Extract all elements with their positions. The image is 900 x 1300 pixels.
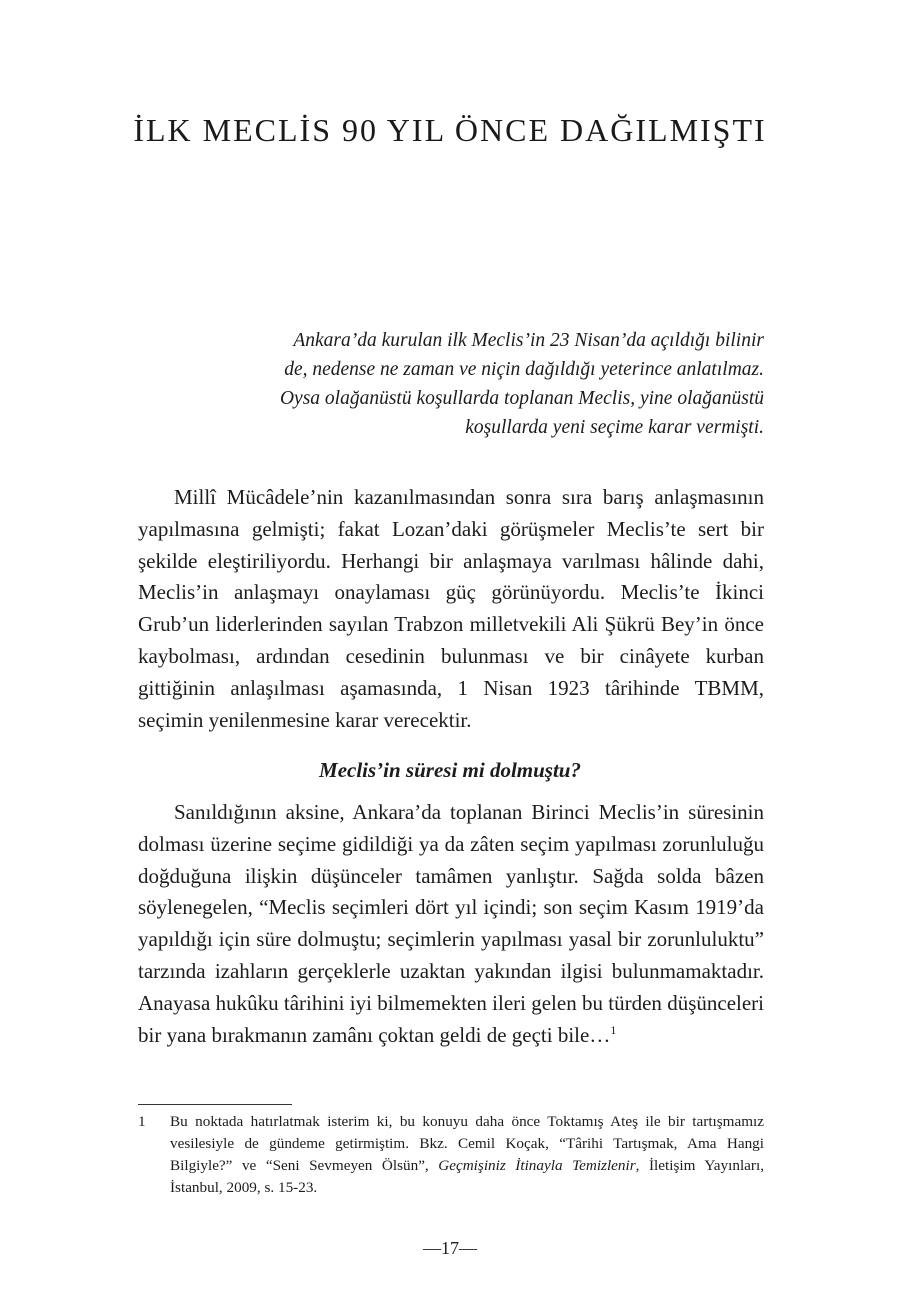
epigraph xyxy=(180,326,764,442)
section-heading: Meclis’in süresi mi dolmuştu? xyxy=(319,758,581,782)
page-number: —17— xyxy=(423,1238,477,1258)
epigraph-line: Oysa olağanüstü koşullarda toplanan Meclis, yine olağanüstü xyxy=(279,388,764,409)
footnote xyxy=(138,1111,764,1199)
footnote-book-title: Geçmişiniz İtinayla Temizlenir xyxy=(438,1157,636,1174)
paragraph-with-footnote xyxy=(138,797,764,1051)
footnote-reference[interactable]: 1 xyxy=(610,1022,617,1037)
footnote-text xyxy=(170,1111,764,1199)
epigraph-line: koşullarda yeni seçime karar vermişti. xyxy=(465,417,764,438)
chapter-title: İLK MECLİS 90 YIL ÖNCE DAĞILMIŞTI xyxy=(133,112,767,148)
footnote-number: 1 xyxy=(138,1113,146,1130)
paragraph-text: Sanıldığının aksine, Ankara’da toplanan Birinci Meclis’in süresinin dolması üzerine seçime gidildiği ya da zâten seçim yapılması zorunluluğu doğduğuna ilişkin düşünceler tamâmen yanlıştır. Sağda solda bâzen söylenegelen, “Meclis seçimleri dört yıl içindi; son seçim Kasım 1919’da yapıldığı için süre dolmuştu; seçimlerin yapılması yasal bir zorunluluktu” tarzında izahların gerçeklerle uzaktan yakından ilgisi bulunmamaktadır. Anayasa hukûku târihini iyi bilmemekten ileri gelen bu türden düşünceleri bir yana bırakmanın zamânı çoktan geldi de geçti bile… xyxy=(138,800,764,1047)
body-section-2 xyxy=(138,797,764,1051)
body-section-1 xyxy=(138,482,764,736)
footnote-text-before: Bu noktada hatırlatmak isterim ki, bu konuyu daha önce Toktamış Ateş ile bir tartışmamız vesilesiyle de gündeme getirmiştim. Bkz. Cemil Koçak, “Târihi Tartışmak, Ama Hangi Bilgiyle?” ve “Seni Sevmeyen Ölsün”, xyxy=(170,1113,764,1174)
epigraph-line: de, nedense ne zaman ve niçin dağıldığı yeterince anlatılmaz. xyxy=(284,359,764,380)
epigraph-line: Ankara’da kurulan ilk Meclis’in 23 Nisan’da açıldığı bilinir xyxy=(293,330,764,351)
footnote-divider xyxy=(138,1104,292,1105)
paragraph: Millî Mücâdele’nin kazanılmasından sonra sıra barış anlaşmasının yapılmasına gelmişti; fakat Lozan’daki görüşmeler Meclis’te sert bir şekilde eleştiriliyordu. Herhangi bir anlaşmaya varılması hâlinde dahi, Meclis’in anlaşmayı onaylaması güç görünüyordu. Meclis’te İkinci Grub’un liderlerinden sayılan Trabzon milletvekili Ali Şükrü Bey’in önce kaybolması, ardından cesedinin bulunması ve bir cinâyete kurban gittiğinin anlaşılması aşamasında, 1 Nisan 1923 târihinde TBMM, seçimin yenilenmesine karar verecektir. xyxy=(138,485,764,732)
footnote-text-after: , İletişim Yayınları, İstanbul, 2009, s. 15-23. xyxy=(170,1157,764,1196)
